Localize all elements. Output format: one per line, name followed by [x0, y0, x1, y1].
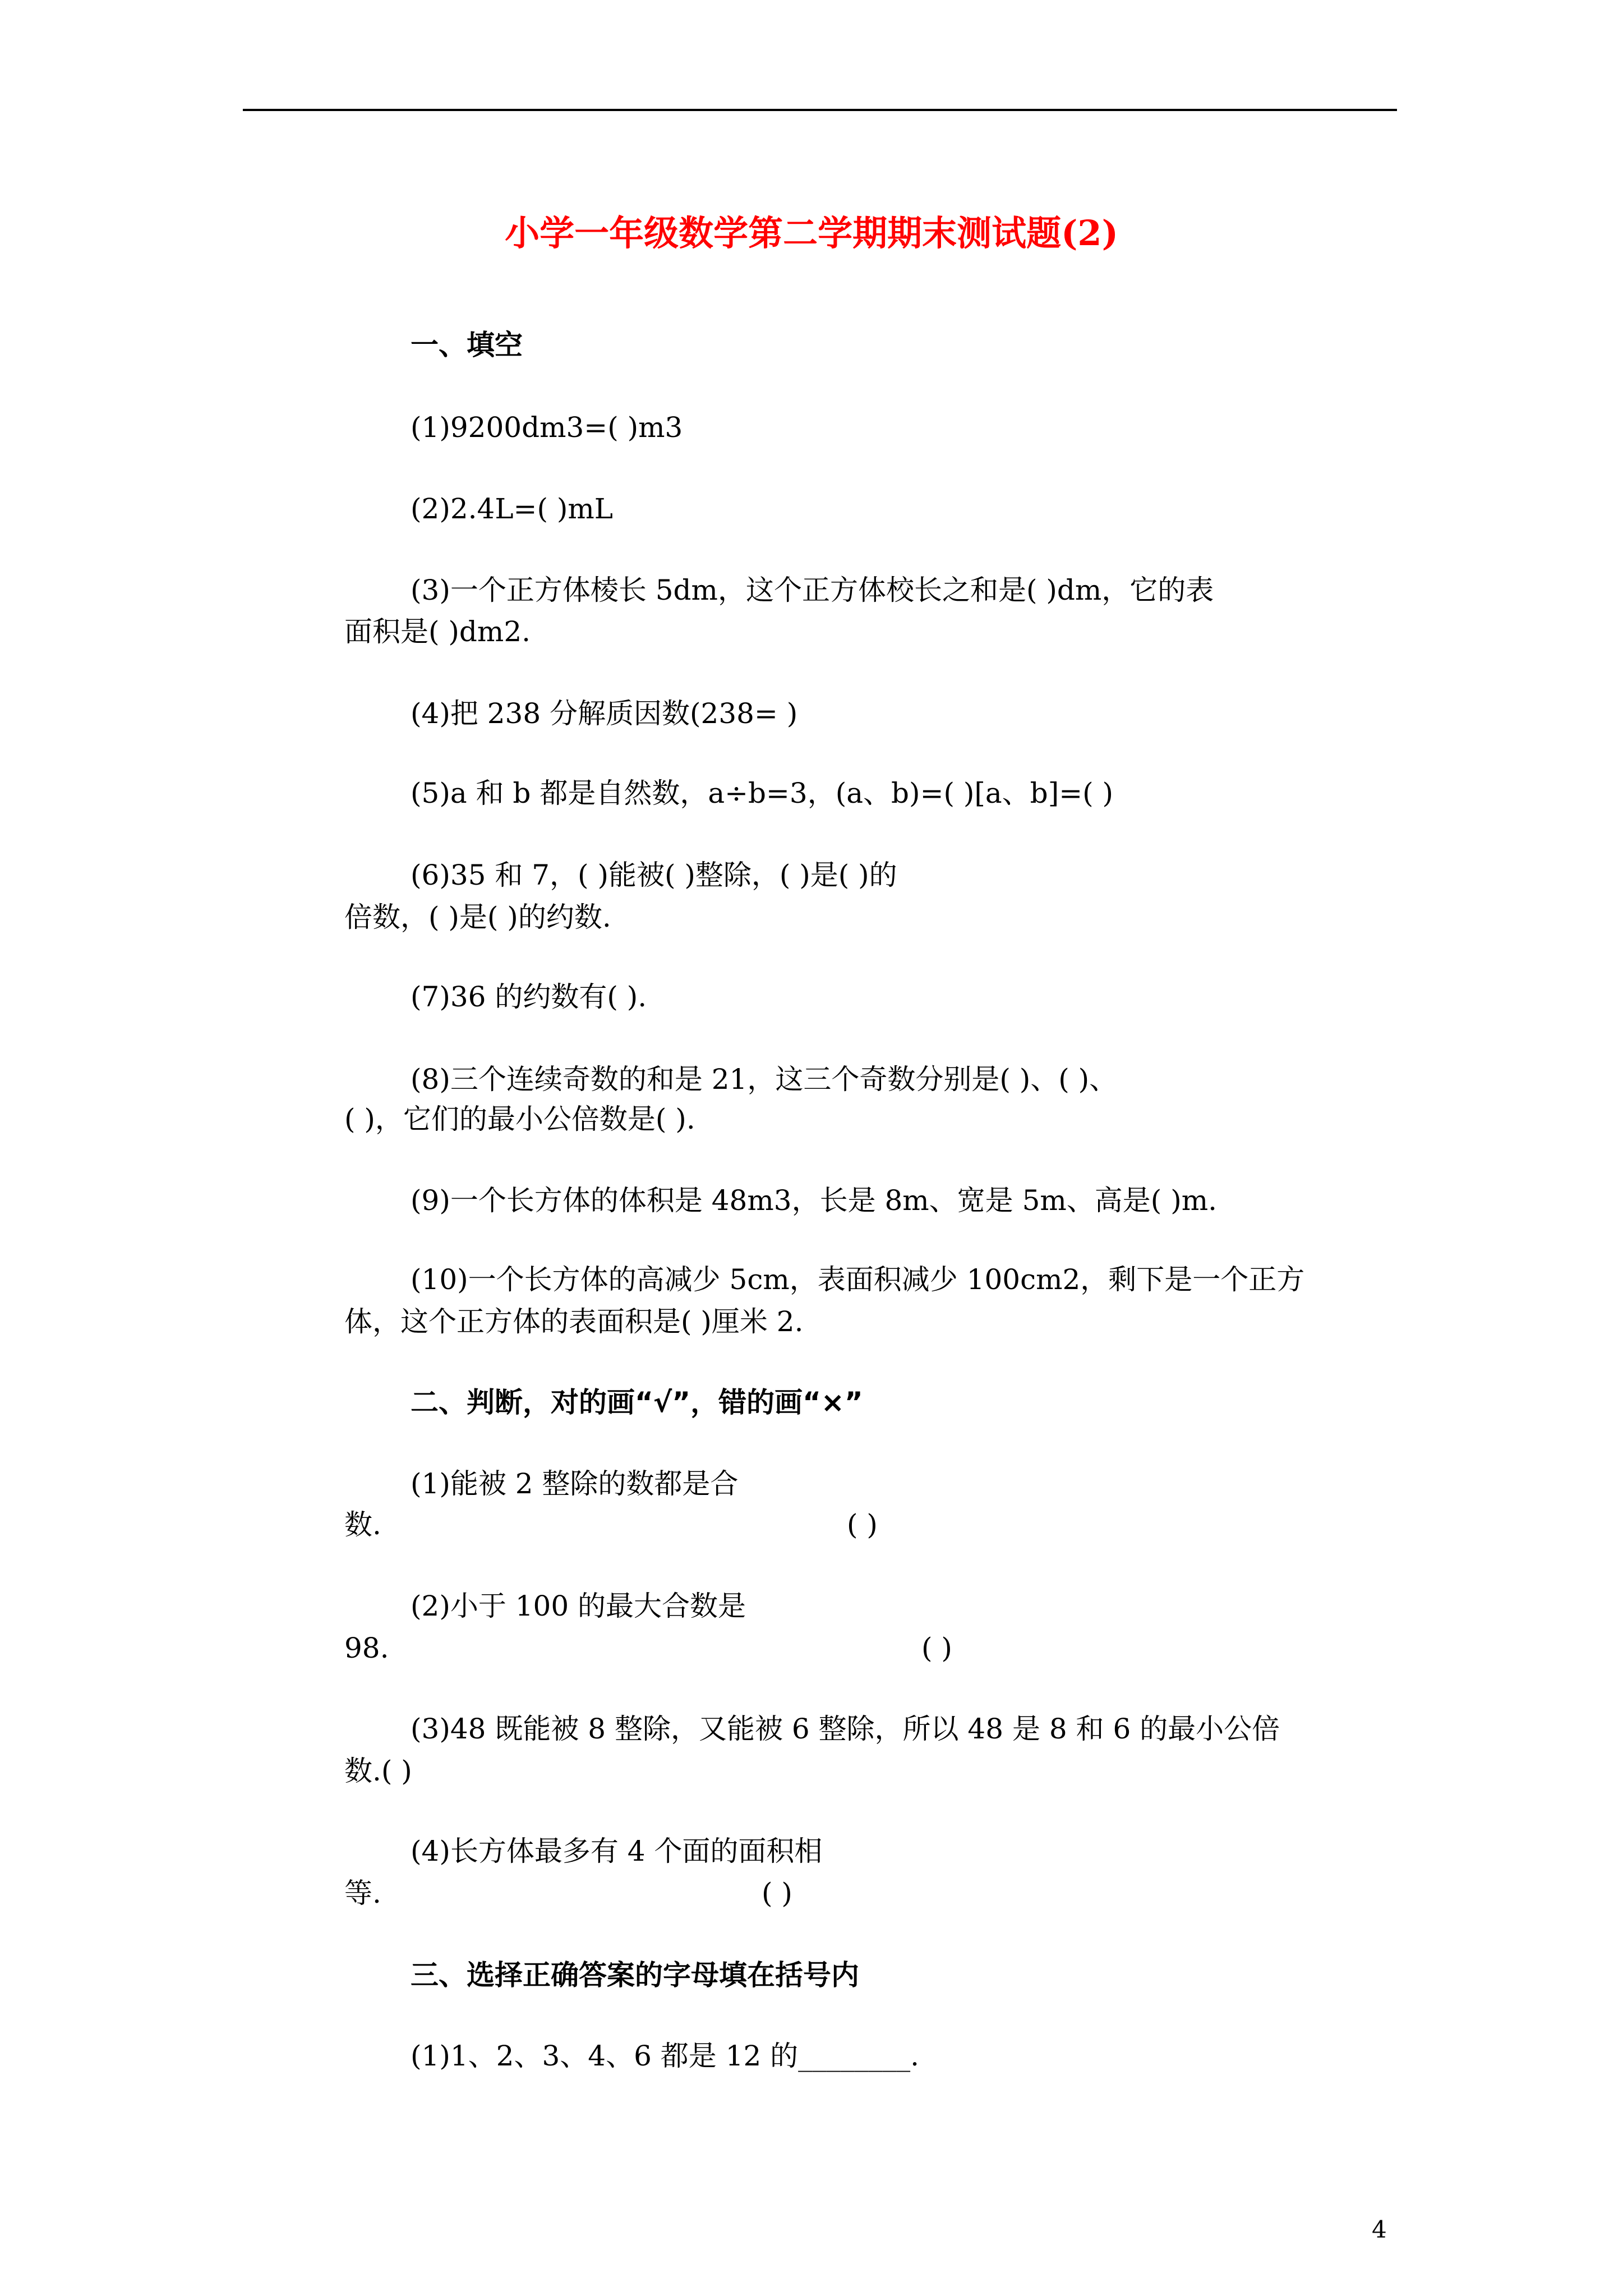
question-1-3-line1: (3)一个正方体棱长 5dm，这个正方体校长之和是( )dm，它的表: [411, 574, 1214, 606]
question-2-3-line1: (3)48 既能被 8 整除，又能被 6 整除，所以 48 是 8 和 6 的最小公倍: [411, 1713, 1280, 1745]
question-1-8-line2: ( )，它们的最小公倍数是( ).: [344, 1103, 695, 1135]
question-2-2-line2: 98.: [344, 1632, 389, 1664]
question-2-3-line2: 数.( ): [344, 1755, 412, 1787]
question-1-8-line1: (8)三个连续奇数的和是 21，这三个奇数分别是( )、( )、: [411, 1063, 1118, 1096]
answer-bracket-2-1: ( ): [847, 1508, 878, 1541]
question-1-1: (1)9200dm3=( )m3: [411, 411, 683, 444]
question-2-4-line2: 等.: [344, 1877, 381, 1910]
answer-bracket-2-2: ( ): [921, 1632, 952, 1664]
page-number: 4: [1372, 2216, 1387, 2243]
question-1-10-line2: 体，这个正方体的表面积是( )厘米 2.: [344, 1305, 804, 1338]
section1-heading: 一、填空: [411, 329, 523, 361]
section3-heading: 三、选择正确答案的字母填在括号内: [411, 1959, 859, 1991]
question-2-1-line2: 数.: [344, 1508, 381, 1541]
question-1-2: (2)2.4L=( )mL: [411, 493, 613, 525]
question-1-4: (4)把 238 分解质因数(238= ): [411, 697, 798, 730]
answer-bracket-2-4: ( ): [762, 1877, 792, 1910]
question-2-4-line1: (4)长方体最多有 4 个面的面积相: [411, 1835, 823, 1867]
question-3-1: (1)1、2、3、4、6 都是 12 的________.: [411, 2040, 920, 2072]
header-rule: [243, 109, 1397, 111]
question-1-3-line2: 面积是( )dm2.: [344, 615, 531, 648]
section2-heading: 二、判断，对的画“√”，错的画“×”: [411, 1386, 863, 1419]
question-1-6-line1: (6)35 和 7，( )能被( )整除，( )是( )的: [411, 859, 897, 891]
question-1-5: (5)a 和 b 都是自然数，a÷b=3，(a、b)=( )[a、b]=( ): [411, 777, 1114, 809]
question-1-7: (7)36 的约数有( ).: [411, 981, 647, 1013]
question-2-2-line1: (2)小于 100 的最大合数是: [411, 1590, 746, 1622]
question-1-9: (9)一个长方体的体积是 48m3，长是 8m、宽是 5m、高是( )m.: [411, 1184, 1218, 1217]
question-2-1-line1: (1)能被 2 整除的数都是合: [411, 1467, 739, 1500]
page-title: 小学一年级数学第二学期期末测试题(2): [505, 213, 1118, 254]
question-1-6-line2: 倍数，( )是( )的约数.: [344, 901, 611, 933]
question-1-10-line1: (10)一个长方体的高减少 5cm，表面积减少 100cm2，剩下是一个正方: [411, 1263, 1305, 1296]
